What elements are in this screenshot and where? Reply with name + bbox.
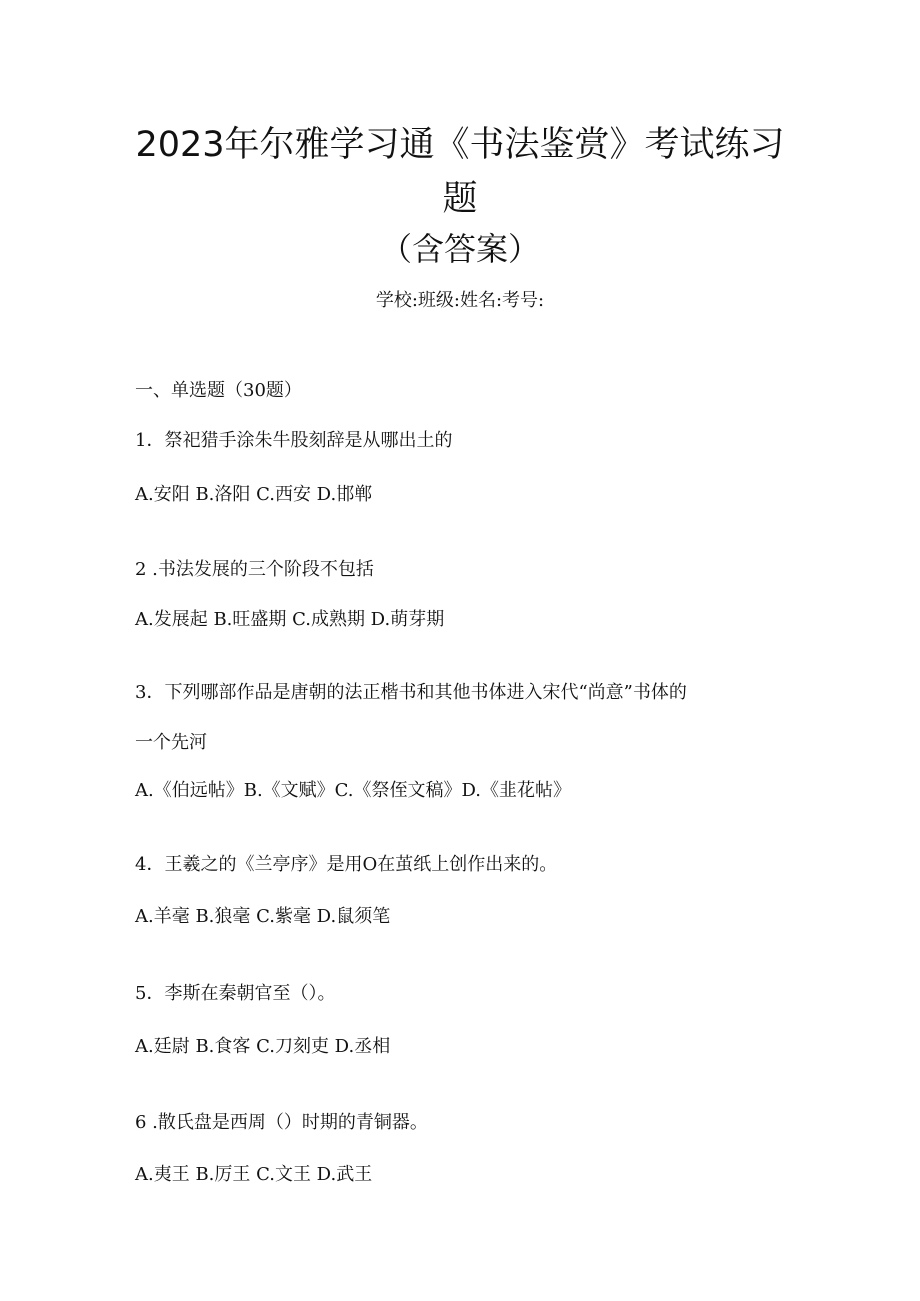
document-subtitle: （含答案）	[379, 230, 540, 268]
question-4-text: 4．王羲之的《兰亭序》是用O在茧纸上创作出来的。	[135, 854, 558, 875]
question-6-options: A.夷王 B.厉王 C.文王 D.武王	[135, 1164, 373, 1185]
question-5-options: A.廷尉 B.食客 C.刀刻吏 D.丞相	[135, 1036, 391, 1057]
question-1-text: 1．祭祀猎手涂朱牛股刻辞是从哪出土的	[135, 430, 453, 451]
question-3-options: A.《伯远帖》B.《文赋》C.《祭侄文稿》D.《韭花帖》	[135, 780, 572, 801]
question-4-options: A.羊毫 B.狼毫 C.紫毫 D.鼠须笔	[135, 906, 391, 927]
document-title-line-2: 题	[442, 179, 478, 219]
question-3-text-line-1: 3．下列哪部作品是唐朝的法正楷书和其他书体进入宋代“尚意”书体的	[135, 682, 687, 703]
question-5-text: 5．李斯在秦朝官至（）。	[135, 983, 336, 1004]
question-6-text: 6 .散氏盘是西周（）时期的青铜器。	[135, 1112, 428, 1133]
student-info-line: 学校:班级:姓名:考号:	[375, 290, 545, 311]
question-2-options: A.发展起 B.旺盛期 C.成熟期 D.萌芽期	[135, 609, 445, 630]
question-2-text: 2 .书法发展的三个阶段不包括	[135, 559, 374, 580]
section-heading: 一、单选题（30题）	[135, 380, 302, 401]
question-1-options: A.安阳 B.洛阳 C.西安 D.邯郸	[135, 484, 373, 505]
question-3-text-line-2: 一个先河	[135, 732, 207, 753]
document-title-line-1: 2023年尔雅学习通《书法鉴赏》考试练习	[135, 125, 785, 165]
